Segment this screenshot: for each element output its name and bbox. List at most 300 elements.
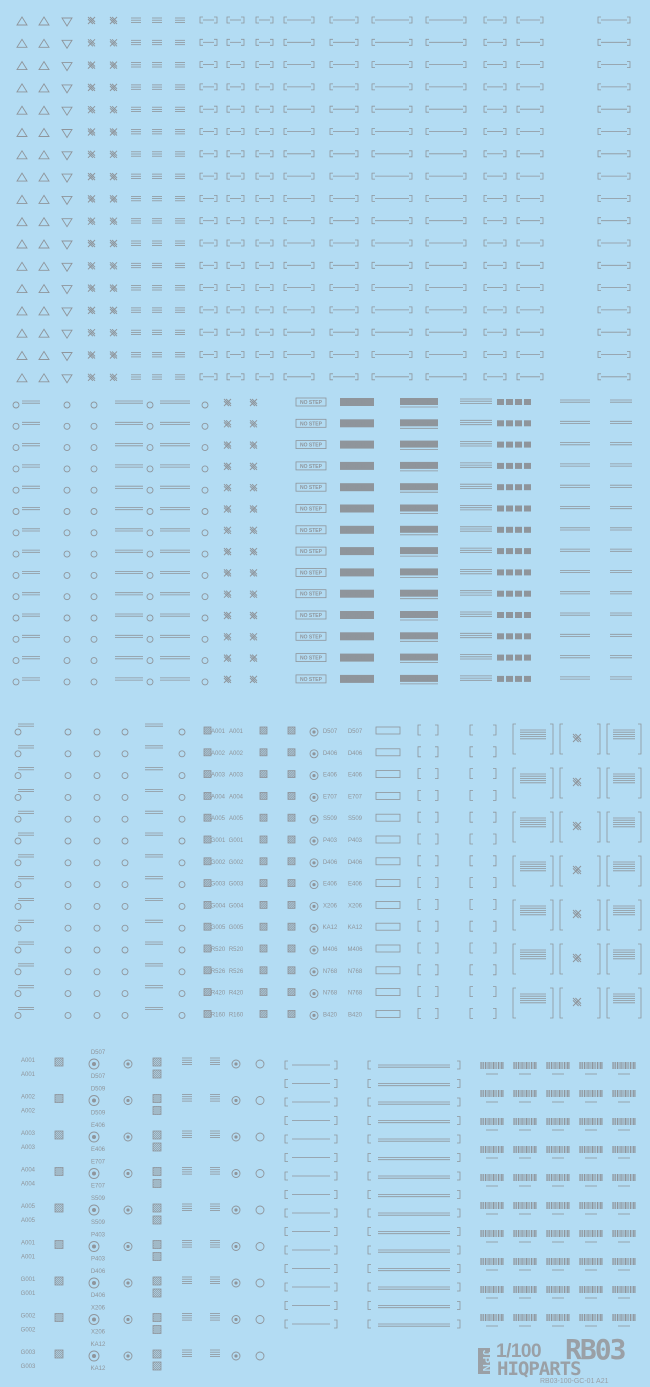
barcode-bar: [635, 1286, 636, 1293]
ring-marker: [64, 402, 70, 408]
barcode-bar: [613, 1202, 614, 1209]
code-label: G003: [20, 1350, 36, 1356]
barcode-bar: [492, 1286, 493, 1293]
ring-marker: [13, 466, 19, 472]
stripe-block: [506, 484, 513, 490]
code-label: KA12: [90, 1342, 106, 1348]
barcode-bar: [533, 1202, 534, 1209]
hatch-line: [59, 1172, 63, 1176]
x-mark-icon: [250, 591, 257, 598]
x-mark-icon: [224, 591, 231, 598]
barcode-bar: [562, 1146, 563, 1153]
code-label: S509: [90, 1220, 106, 1226]
barcode-bar: [559, 1118, 561, 1125]
ring-marker: [179, 925, 185, 931]
barcode-bar: [612, 1062, 613, 1069]
barcode-bar: [600, 1286, 602, 1293]
caution-label: CAUTION: [407, 506, 431, 513]
barcode-bar: [554, 1202, 555, 1209]
x-mark-icon: [110, 62, 117, 69]
barcode-bar: [483, 1118, 484, 1125]
hatch-line: [157, 1208, 161, 1212]
code-label: D507: [90, 1074, 106, 1080]
hatch-line: [157, 1062, 161, 1066]
barcode-bar: [518, 1286, 520, 1293]
barcode-bar: [526, 1286, 528, 1293]
ring-marker: [15, 991, 21, 997]
ring-marker: [256, 1352, 264, 1360]
bracket-label: [470, 856, 496, 866]
no-step-label: NO STEP: [300, 676, 322, 683]
diamond-icon: [62, 353, 72, 361]
barcode-bar: [597, 1146, 598, 1153]
barcode-bar: [619, 1258, 620, 1265]
barcode-bar: [546, 1286, 547, 1293]
barcode-bar: [522, 1174, 523, 1181]
hatch-line: [59, 1318, 63, 1322]
barcode-bar: [492, 1202, 493, 1209]
barcode-bar: [487, 1174, 488, 1181]
barcode-bar: [591, 1090, 592, 1097]
barcode-bar: [483, 1090, 484, 1097]
barcode-bar: [498, 1118, 499, 1125]
barcode-bar: [624, 1146, 625, 1153]
barcode-bar: [620, 1062, 621, 1069]
barcode-bar: [600, 1146, 602, 1153]
warning-triangle-icon: [39, 151, 49, 159]
code-label: G002: [20, 1313, 36, 1320]
series-logo: RB03: [565, 1333, 625, 1366]
barcode-bar: [481, 1258, 482, 1265]
ring-marker: [13, 551, 19, 557]
barcode-bar: [555, 1146, 556, 1153]
ring-marker: [147, 466, 153, 472]
x-mark-icon: [110, 240, 117, 247]
warning-triangle-icon: [39, 329, 49, 337]
x-mark-icon: [250, 420, 257, 427]
ring-marker: [122, 947, 128, 953]
hatch-line: [260, 880, 264, 884]
bracket-label: [470, 878, 496, 888]
code-label: G002: [210, 859, 226, 866]
no-step-label: NO STEP: [346, 527, 368, 534]
barcode-bar: [525, 1258, 526, 1265]
barcode-bar: [547, 1314, 548, 1321]
ring-marker: [91, 487, 97, 493]
barcode-bar: [536, 1062, 537, 1069]
x-mark-icon: [110, 195, 117, 202]
ring-marker: [94, 794, 100, 800]
warning-triangle-icon: [17, 352, 27, 360]
code-label: X206: [322, 903, 338, 910]
barcode-bar: [567, 1090, 569, 1097]
barcode-bar: [627, 1230, 628, 1237]
x-mark-icon: [224, 527, 231, 534]
ring-marker: [65, 729, 71, 735]
hatch-line: [204, 727, 208, 731]
hatch-line: [264, 1014, 268, 1018]
barcode-bar: [553, 1202, 554, 1209]
barcode-bar: [564, 1118, 565, 1125]
barcode-bar: [630, 1174, 631, 1181]
diamond-icon: [62, 174, 72, 182]
barcode-bar: [534, 1230, 536, 1237]
circle-dot: [312, 883, 315, 886]
barcode-bar: [613, 1062, 614, 1069]
ring-marker: [91, 466, 97, 472]
barcode-bar: [528, 1118, 529, 1125]
barcode-bar: [533, 1146, 534, 1153]
scale-label: 1/100: [496, 1341, 542, 1362]
hatch-line: [260, 923, 264, 927]
ring-marker: [122, 816, 128, 822]
barcode-bar: [559, 1258, 561, 1265]
barcode-bar: [489, 1258, 490, 1265]
barcode-bar: [518, 1202, 520, 1209]
ring-marker: [64, 594, 70, 600]
ring-marker: [64, 423, 70, 429]
barcode-bar: [503, 1146, 504, 1153]
barcode-bar: [522, 1258, 523, 1265]
hatch-line: [292, 818, 296, 822]
barcode-bar: [547, 1062, 548, 1069]
barcode-bar: [592, 1286, 594, 1293]
barcode-bar: [487, 1146, 488, 1153]
stripe-block: [524, 527, 531, 533]
x-mark-icon: [88, 39, 95, 46]
barcode-bar: [599, 1286, 600, 1293]
barcode-bar: [547, 1090, 548, 1097]
barcode-bar: [498, 1230, 499, 1237]
diamond-icon: [62, 241, 72, 249]
no-step-label: NO STEP: [346, 442, 368, 449]
barcode-bar: [612, 1202, 613, 1209]
hatch-line: [153, 1253, 157, 1257]
barcode-bar: [528, 1314, 529, 1321]
stripe-block: [497, 420, 504, 426]
barcode-bar: [561, 1118, 562, 1125]
barcode-bar: [518, 1174, 520, 1181]
barcode-bar: [600, 1202, 602, 1209]
barcode-bar: [492, 1062, 493, 1069]
bracket-label: [418, 856, 438, 866]
barcode-bar: [584, 1286, 586, 1293]
code-label: D509: [90, 1086, 106, 1093]
barcode-bar: [528, 1062, 529, 1069]
code-label: E406: [322, 881, 338, 888]
barcode-bar: [630, 1286, 631, 1293]
diamond-icon: [62, 330, 72, 338]
ring-marker: [147, 445, 153, 451]
plate-frame: [376, 749, 400, 756]
ring-marker: [13, 679, 19, 685]
x-mark-icon: [88, 195, 95, 202]
barcode-bar: [587, 1174, 588, 1181]
ring-marker: [91, 530, 97, 536]
barcode-bar: [489, 1202, 490, 1209]
barcode-bar: [513, 1118, 514, 1125]
barcode-bar: [516, 1314, 517, 1321]
barcode-bar: [599, 1090, 600, 1097]
bracket-label: [418, 812, 438, 822]
stripe-block: [524, 484, 531, 490]
hatch-line: [264, 731, 268, 735]
ring-marker: [179, 1012, 185, 1018]
barcode-bar: [558, 1174, 559, 1181]
hatch-line: [153, 1362, 157, 1366]
barcode-bar: [555, 1118, 556, 1125]
barcode-bar: [498, 1146, 499, 1153]
barcode-bar: [584, 1202, 586, 1209]
barcode-bar: [587, 1314, 588, 1321]
x-mark-icon: [224, 399, 231, 406]
caution-label: CAUTION: [407, 634, 431, 641]
code-label: A005: [228, 816, 244, 823]
bracket-label: [470, 747, 496, 757]
hatch-line: [59, 1281, 63, 1285]
stripe-block: [515, 612, 522, 618]
barcode-bar: [522, 1118, 523, 1125]
code-label: P403: [90, 1256, 106, 1263]
barcode-bar: [597, 1062, 598, 1069]
barcode-bar: [481, 1230, 482, 1237]
barcode-bar: [561, 1062, 562, 1069]
barcode-bar: [488, 1174, 489, 1181]
barcode-bar: [480, 1258, 481, 1265]
barcode-bar: [579, 1118, 580, 1125]
x-mark-icon: [110, 262, 117, 269]
code-label: P403: [90, 1232, 106, 1239]
stripe-block: [524, 655, 531, 661]
barcode-bar: [567, 1118, 569, 1125]
barcode-bar: [591, 1118, 592, 1125]
barcode-bar: [483, 1258, 484, 1265]
ring-marker: [65, 991, 71, 997]
barcode-bar: [518, 1258, 520, 1265]
hatch-line: [260, 989, 264, 993]
warning-triangle-icon: [17, 329, 27, 337]
code-label: A003: [20, 1131, 36, 1137]
barcode-bar: [501, 1118, 503, 1125]
barcode-bar: [503, 1286, 504, 1293]
ring-marker: [94, 816, 100, 822]
stripe-block: [524, 442, 531, 448]
ring-marker: [15, 947, 21, 953]
code-label: D406: [322, 859, 338, 866]
hatch-line: [157, 1074, 161, 1078]
barcode-bar: [628, 1118, 629, 1125]
barcode-bar: [526, 1118, 528, 1125]
barcode-bar: [492, 1314, 493, 1321]
barcode-bar: [632, 1314, 633, 1321]
barcode-bar: [481, 1118, 482, 1125]
barcode-bar: [500, 1230, 501, 1237]
barcode-bar: [516, 1090, 517, 1097]
barcode-bar: [536, 1202, 537, 1209]
ring-marker: [64, 615, 70, 621]
barcode-bar: [595, 1174, 596, 1181]
barcode-bar: [514, 1202, 515, 1209]
hatch-line: [157, 1111, 161, 1115]
region-badge: JPN: [480, 1350, 491, 1373]
stripe-block: [506, 420, 513, 426]
barcode-bar: [562, 1090, 563, 1097]
barcode-bar: [567, 1286, 569, 1293]
barcode-bar: [632, 1146, 633, 1153]
barcode-bar: [594, 1258, 595, 1265]
code-label: A003: [210, 772, 226, 779]
hatch-line: [59, 1354, 63, 1358]
barcode-bar: [554, 1062, 555, 1069]
barcode-bar: [592, 1174, 594, 1181]
circle-dot: [312, 992, 315, 995]
warning-triangle-icon: [17, 285, 27, 293]
plate-frame: [376, 945, 400, 952]
bracket-label: [470, 965, 496, 975]
barcode-bar: [500, 1286, 501, 1293]
barcode-bar: [559, 1062, 561, 1069]
barcode-bar: [592, 1258, 594, 1265]
x-mark-icon: [573, 822, 581, 830]
barcode-bar: [633, 1062, 635, 1069]
barcode-bar: [582, 1118, 583, 1125]
barcode-bar: [587, 1062, 588, 1069]
caution-label: CAUTION: [407, 676, 431, 683]
barcode-bar: [615, 1090, 616, 1097]
barcode-bar: [500, 1258, 501, 1265]
hatch-line: [157, 1184, 161, 1188]
barcode-bar: [496, 1286, 497, 1293]
hatch-line: [55, 1168, 59, 1172]
code-label: A004: [20, 1181, 36, 1188]
hatch-line: [157, 1147, 161, 1151]
hatch-line: [260, 901, 264, 905]
barcode-bar: [620, 1230, 621, 1237]
ring-marker: [202, 445, 208, 451]
barcode-bar: [615, 1118, 616, 1125]
no-step-label: NO STEP: [346, 655, 368, 662]
hatch-line: [288, 1010, 292, 1014]
circle-dot: [126, 1245, 129, 1248]
caution-label: CAUTION: [407, 570, 431, 577]
barcode-bar: [514, 1258, 515, 1265]
barcode-bar: [536, 1314, 537, 1321]
stripe-block: [524, 506, 531, 512]
barcode-bar: [566, 1090, 567, 1097]
hatch-line: [204, 945, 208, 949]
barcode-bar: [485, 1286, 487, 1293]
barcode-bar: [529, 1314, 530, 1321]
barcode-bar: [588, 1146, 589, 1153]
barcode-bar: [492, 1090, 493, 1097]
barcode-bar: [522, 1230, 523, 1237]
code-label: A001: [228, 729, 244, 735]
barcode-bar: [584, 1090, 586, 1097]
x-mark-icon: [224, 569, 231, 576]
circle-dot: [126, 1172, 129, 1175]
code-label: P403: [347, 838, 363, 844]
barcode-bar: [595, 1062, 596, 1069]
barcode-bar: [551, 1286, 553, 1293]
barcode-bar: [483, 1314, 484, 1321]
barcode-bar: [627, 1174, 628, 1181]
ring-marker: [94, 947, 100, 953]
bracket-label: [418, 747, 438, 757]
hatch-line: [157, 1281, 161, 1285]
barcode-bar: [554, 1286, 555, 1293]
barcode-bar: [591, 1174, 592, 1181]
hatch-line: [260, 1010, 264, 1014]
barcode-bar: [600, 1174, 602, 1181]
barcode-bar: [584, 1258, 586, 1265]
barcode-bar: [559, 1230, 561, 1237]
x-mark-icon: [110, 173, 117, 180]
barcode-bar: [566, 1286, 567, 1293]
barcode-bar: [554, 1090, 555, 1097]
barcode-bar: [549, 1146, 550, 1153]
barcode-bar: [562, 1286, 563, 1293]
ring-marker: [179, 751, 185, 757]
hatch-line: [288, 880, 292, 884]
code-label: A005: [20, 1218, 36, 1224]
barcode-bar: [617, 1146, 619, 1153]
barcode-bar: [529, 1146, 530, 1153]
plate-frame: [376, 967, 400, 974]
barcode-bar: [495, 1286, 496, 1293]
barcode-bar: [514, 1230, 515, 1237]
barcode-bar: [496, 1146, 497, 1153]
barcode-bar: [489, 1314, 490, 1321]
barcode-bar: [587, 1230, 588, 1237]
hatch-line: [260, 836, 264, 840]
barcode-bar: [591, 1062, 592, 1069]
barcode-bar: [549, 1174, 550, 1181]
plate-frame: [376, 989, 400, 996]
barcode-bar: [580, 1174, 581, 1181]
bracket-label: [418, 899, 438, 909]
barcode-bar: [630, 1314, 631, 1321]
barcode-bar: [525, 1118, 526, 1125]
barcode-bar: [579, 1174, 580, 1181]
barcode-bar: [621, 1146, 622, 1153]
hatch-line: [288, 858, 292, 862]
barcode-bar: [551, 1146, 553, 1153]
barcode-bar: [592, 1146, 594, 1153]
ring-marker: [65, 903, 71, 909]
barcode-bar: [529, 1174, 530, 1181]
barcode-bar: [501, 1174, 503, 1181]
circle-dot: [312, 796, 315, 799]
barcode-bar: [546, 1230, 547, 1237]
no-step-label: NO STEP: [300, 400, 322, 406]
bracket-label: [470, 943, 496, 953]
bracket-label: [418, 769, 438, 779]
barcode-bar: [633, 1118, 635, 1125]
barcode-bar: [551, 1258, 553, 1265]
ring-marker: [179, 947, 185, 953]
barcode-bar: [619, 1202, 620, 1209]
barcode-bar: [562, 1258, 563, 1265]
hatch-line: [204, 858, 208, 862]
barcode-bar: [566, 1258, 567, 1265]
barcode-bar: [625, 1062, 627, 1069]
x-mark-icon: [110, 374, 117, 381]
code-label: S509: [322, 816, 338, 823]
hatch-line: [153, 1216, 157, 1220]
diamond-icon: [62, 375, 72, 383]
barcode-bar: [498, 1174, 499, 1181]
diamond-icon: [62, 219, 72, 227]
